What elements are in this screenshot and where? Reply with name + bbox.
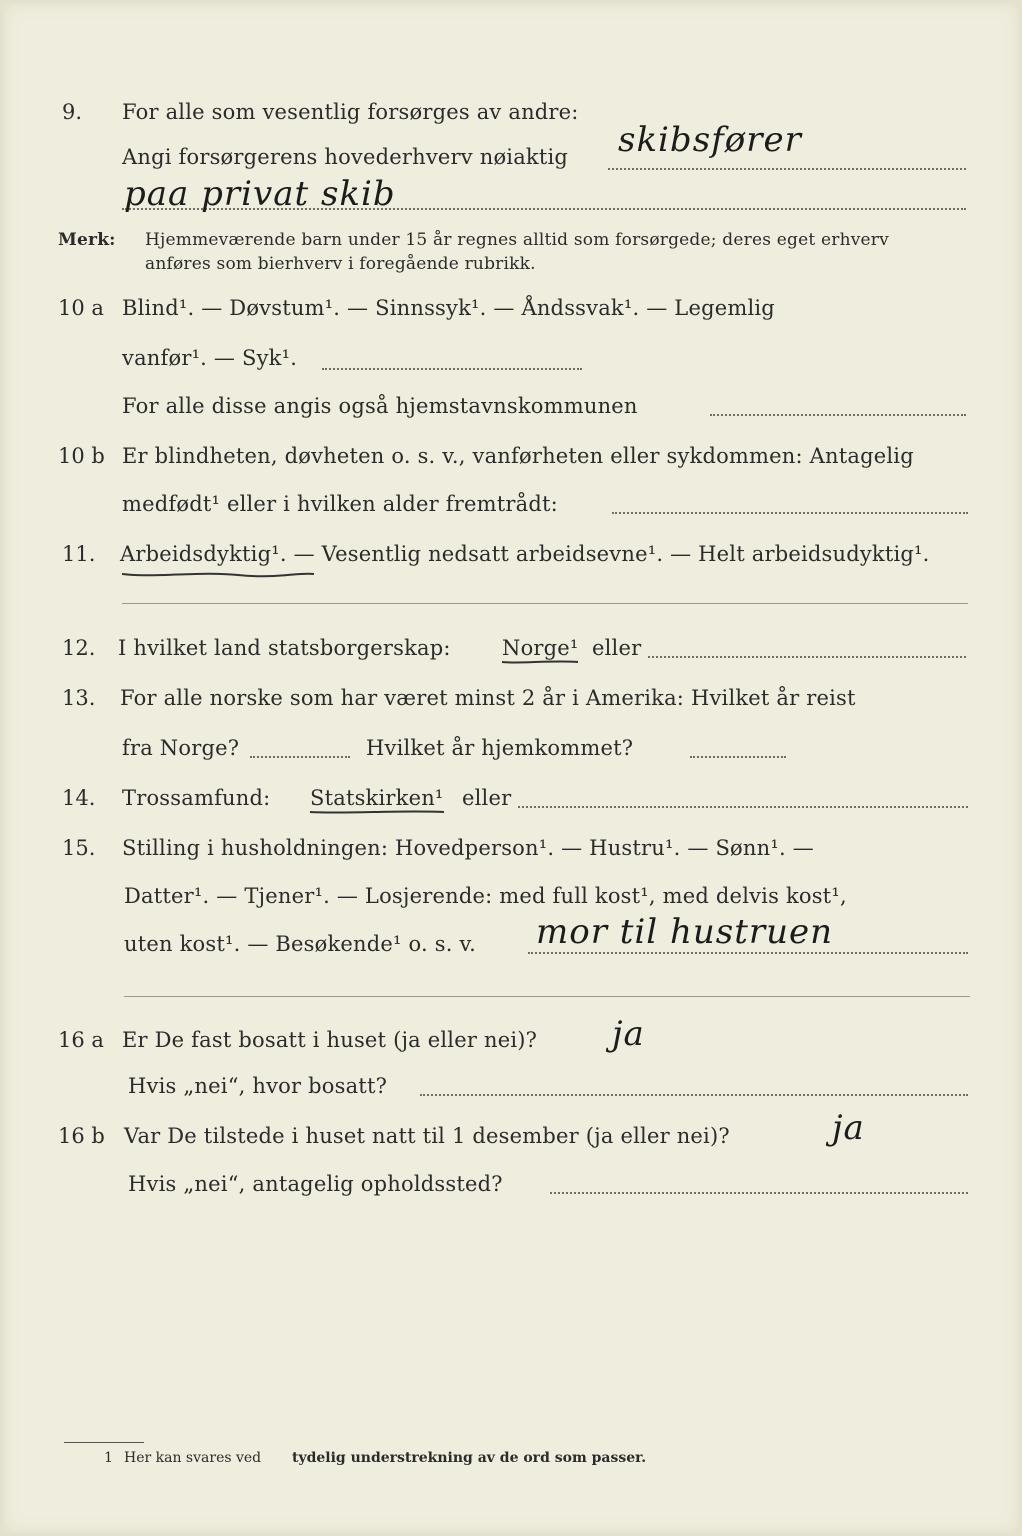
q10a-hjemstavn-line [710, 414, 966, 416]
q12-answer-line [648, 656, 966, 658]
q16b-line1: Var De tilstede i huset natt til 1 desember (ja eller nei)? [124, 1124, 730, 1148]
q13-hjemkommet-line [690, 756, 786, 758]
q11-arbeidsdyktig-underline [118, 562, 318, 582]
q13-reist-line [250, 756, 350, 758]
q12-norge: Norge¹ [502, 636, 579, 660]
q11-line1: Arbeidsdyktig¹. — Vesentlig nedsatt arbeidsevne¹. — Helt arbeidsudyktig¹. [120, 542, 930, 566]
q10b-answer-line [612, 512, 968, 514]
footnote-mark: 1 [104, 1450, 113, 1466]
q9-line2: Angi forsørgerens hovederhverv nøiaktig [122, 145, 569, 169]
q15-line1: Stilling i husholdningen: Hovedperson¹. — Hustru¹. — Sønn¹. — [122, 836, 814, 860]
q10a-answer-line [322, 368, 582, 370]
q11-answer-line [122, 603, 968, 604]
merk-label: Merk: [58, 230, 116, 250]
q15-line2: Datter¹. — Tjener¹. — Losjerende: med full kost¹, med delvis kost¹, [124, 884, 847, 908]
q16b-handwritten-answer: ja [832, 1108, 865, 1148]
q13-number: 13. [62, 686, 96, 710]
q16b-answer-line [550, 1192, 968, 1194]
q16a-line2: Hvis „nei“, hvor bosatt? [128, 1074, 388, 1098]
q12-number: 12. [62, 636, 96, 660]
q12-norge-underline [500, 654, 580, 668]
q16b-line2: Hvis „nei“, antagelig opholdssted? [128, 1172, 503, 1196]
footnote-text-a: Her kan svares ved [124, 1450, 262, 1466]
q15-extra-line [124, 996, 970, 997]
q10b-line2: medfødt¹ eller i hvilken alder fremtrådt: [122, 492, 558, 516]
q16a-handwritten-answer: ja [612, 1014, 645, 1054]
q11-number: 11. [62, 542, 96, 566]
q16a-answer-line [420, 1094, 968, 1096]
q14-number: 14. [62, 786, 96, 810]
footnote-separator [64, 1442, 144, 1443]
q14-answer-line [518, 806, 968, 808]
q10b-line1: Er blindheten, døvheten o. s. v., vanførheten eller sykdommen: Antagelig [122, 444, 914, 468]
merk-line2: anføres som bierhverv i foregående rubrikk. [145, 254, 536, 274]
q12-line1-a: I hvilket land statsborgerskap: [118, 636, 451, 660]
q15-handwritten-answer: mor til hustruen [536, 912, 834, 952]
q15-number: 15. [62, 836, 96, 860]
q14-line1-a: Trossamfund: [122, 786, 271, 810]
q13-line2-b: Hvilket år hjemkommet? [366, 736, 634, 760]
q16b-number: 16 b [58, 1124, 105, 1148]
q13-line2-a: fra Norge? [122, 736, 240, 760]
q12-eller: eller [592, 636, 642, 660]
q9-handwritten-answer2: paa privat skib [124, 174, 396, 214]
q10a-line1: Blind¹. — Døvstum¹. — Sinnssyk¹. — Åndssvak¹. — Legemlig [122, 296, 775, 320]
q9-line1: For alle som vesentlig forsørges av andre: [122, 100, 579, 124]
q16a-line1: Er De fast bosatt i huset (ja eller nei)? [122, 1028, 538, 1052]
q10a-line3: For alle disse angis også hjemstavnskommunen [122, 394, 638, 418]
q14-eller: eller [462, 786, 512, 810]
q10a-number: 10 a [58, 296, 104, 320]
q14-statskirken-underline [308, 804, 448, 818]
q9-number: 9. [62, 100, 83, 124]
q15-answer-line [528, 952, 968, 954]
merk-line1: Hjemmeværende barn under 15 år regnes alltid som forsørgede; deres eget erhverv [145, 230, 889, 250]
q15-line3: uten kost¹. — Besøkende¹ o. s. v. [124, 932, 476, 956]
q10b-number: 10 b [58, 444, 105, 468]
q9-handwritten-answer1: skibsfører [618, 120, 802, 160]
q16a-number: 16 a [58, 1028, 104, 1052]
q9-answer-line1 [608, 168, 966, 170]
q13-line1: For alle norske som har været minst 2 år i Amerika: Hvilket år reist [120, 686, 856, 710]
q10a-line2: vanfør¹. — Syk¹. [122, 346, 298, 370]
footnote-text-b: tydelig understrekning av de ord som passer. [292, 1450, 647, 1466]
q14-statskirken: Statskirken¹ [310, 786, 444, 810]
